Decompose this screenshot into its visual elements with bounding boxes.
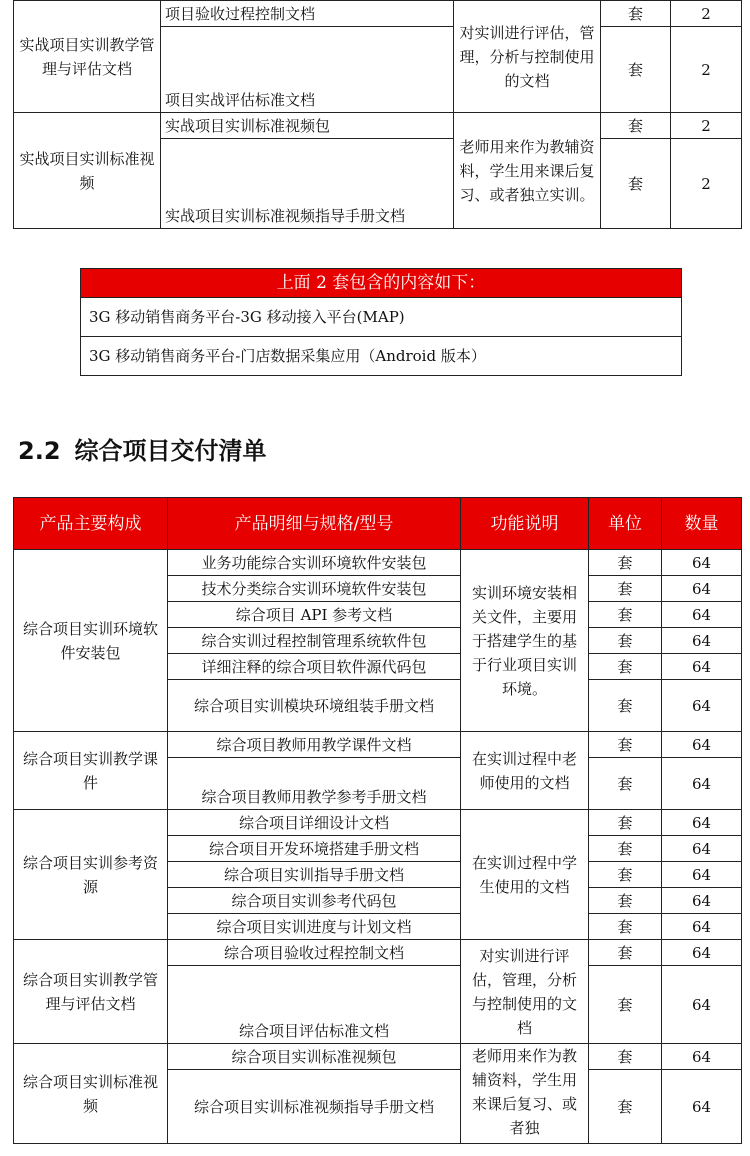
item-cell: 综合项目实训模块环境组装手册文档 (168, 680, 461, 732)
section-title-text: 综合项目交付清单 (74, 437, 267, 465)
item-cell: 项目实战评估标准文档 (161, 27, 454, 113)
item-cell: 实战项目实训标准视频指导手册文档 (161, 139, 454, 229)
table-row (14, 1, 742, 27)
function-cell: 在实训过程中老师使用的文档 (461, 732, 589, 810)
qty-cell: 64 (662, 576, 742, 602)
unit-cell: 套 (601, 1, 671, 27)
category-cell: 综合项目实训环境软件安装包 (14, 550, 168, 732)
item-cell: 综合项目教师用教学参考手册文档 (168, 758, 461, 810)
qty-cell: 64 (662, 914, 742, 940)
qty-cell: 64 (662, 732, 742, 758)
qty-cell: 64 (662, 1070, 742, 1144)
function-cell: 老师用来作为教辅资料，学生用来课后复习、或者独 (461, 1044, 589, 1144)
item-cell: 综合实训过程控制管理系统软件包 (168, 628, 461, 654)
item-cell: 详细注释的综合项目软件源代码包 (168, 654, 461, 680)
item-cell: 业务功能综合实训环境软件安装包 (168, 550, 461, 576)
unit-cell: 套 (589, 654, 662, 680)
section-heading (18, 431, 267, 466)
summary-line: 3G 移动销售商务平台-门店数据采集应用（Android 版本） (81, 336, 681, 375)
unit-cell: 套 (589, 862, 662, 888)
item-cell: 综合项目实训参考代码包 (168, 888, 461, 914)
category-cell: 实战项目实训教学管理与评估文档 (14, 1, 161, 113)
function-cell: 对实训进行评估，管理，分析与控制使用的文档 (461, 940, 589, 1044)
qty-cell: 2 (671, 139, 742, 229)
unit-cell: 套 (589, 1044, 662, 1070)
qty-cell: 64 (662, 836, 742, 862)
unit-cell: 套 (589, 888, 662, 914)
table-row (14, 732, 742, 758)
item-cell: 项目验收过程控制文档 (161, 1, 454, 27)
contents-summary-box (80, 268, 682, 376)
category-cell: 实战项目实训标准视频 (14, 113, 161, 229)
item-cell: 综合项目实训指导手册文档 (168, 862, 461, 888)
category-cell: 综合项目实训标准视频 (14, 1044, 168, 1144)
column-header: 功能说明 (461, 498, 589, 550)
qty-cell: 64 (662, 810, 742, 836)
unit-cell: 套 (589, 810, 662, 836)
table-row (14, 113, 742, 139)
item-cell: 综合项目开发环境搭建手册文档 (168, 836, 461, 862)
qty-cell: 64 (662, 1044, 742, 1070)
qty-cell: 64 (662, 680, 742, 732)
category-cell: 综合项目实训教学课件 (14, 732, 168, 810)
column-header: 数量 (662, 498, 742, 550)
qty-cell: 64 (662, 940, 742, 966)
unit-cell: 套 (589, 628, 662, 654)
column-header: 产品明细与规格/型号 (168, 498, 461, 550)
function-cell: 对实训进行评估，管理，分析与控制使用的文档 (454, 1, 601, 113)
unit-cell: 套 (601, 139, 671, 229)
qty-cell: 64 (662, 602, 742, 628)
item-cell: 综合项目实训进度与计划文档 (168, 914, 461, 940)
unit-cell: 套 (601, 27, 671, 113)
unit-cell: 套 (589, 758, 662, 810)
table-row (14, 1044, 742, 1070)
qty-cell: 64 (662, 758, 742, 810)
function-cell: 在实训过程中学生使用的文档 (461, 810, 589, 940)
qty-cell: 2 (671, 113, 742, 139)
unit-cell: 套 (589, 966, 662, 1044)
category-cell: 综合项目实训参考资源 (14, 810, 168, 940)
section-number: 2.2 (18, 437, 61, 465)
unit-cell: 套 (589, 732, 662, 758)
item-cell: 综合项目详细设计文档 (168, 810, 461, 836)
top-table (13, 0, 742, 229)
header-row (14, 498, 742, 550)
qty-cell: 64 (662, 888, 742, 914)
unit-cell: 套 (589, 576, 662, 602)
item-cell: 综合项目评估标准文档 (168, 966, 461, 1044)
unit-cell: 套 (589, 836, 662, 862)
unit-cell: 套 (589, 940, 662, 966)
qty-cell: 64 (662, 862, 742, 888)
unit-cell: 套 (589, 602, 662, 628)
unit-cell: 套 (589, 1070, 662, 1144)
qty-cell: 2 (671, 27, 742, 113)
item-cell: 技术分类综合实训环境软件安装包 (168, 576, 461, 602)
function-cell: 老师用来作为教辅资料，学生用来课后复习、或者独立实训。 (454, 113, 601, 229)
item-cell: 综合项目验收过程控制文档 (168, 940, 461, 966)
summary-line: 3G 移动销售商务平台-3G 移动接入平台(MAP) (81, 297, 681, 336)
qty-cell: 64 (662, 966, 742, 1044)
qty-cell: 64 (662, 550, 742, 576)
item-cell: 实战项目实训标准视频包 (161, 113, 454, 139)
item-cell: 综合项目实训标准视频包 (168, 1044, 461, 1070)
qty-cell: 64 (662, 654, 742, 680)
item-cell: 综合项目实训标准视频指导手册文档 (168, 1070, 461, 1144)
table-row (14, 940, 742, 966)
unit-cell: 套 (589, 550, 662, 576)
summary-heading: 上面 2 套包含的内容如下： (81, 269, 681, 297)
item-cell: 综合项目教师用教学课件文档 (168, 732, 461, 758)
delivery-list-table (13, 497, 742, 1144)
category-cell: 综合项目实训教学管理与评估文档 (14, 940, 168, 1044)
table-row (14, 550, 742, 576)
table-row (14, 810, 742, 836)
function-cell: 实训环境安装相关文件，主要用于搭建学生的基于行业项目实训环境。 (461, 550, 589, 732)
column-header: 单位 (589, 498, 662, 550)
unit-cell: 套 (589, 680, 662, 732)
item-cell: 综合项目 API 参考文档 (168, 602, 461, 628)
column-header: 产品主要构成 (14, 498, 168, 550)
unit-cell: 套 (601, 113, 671, 139)
qty-cell: 2 (671, 1, 742, 27)
unit-cell: 套 (589, 914, 662, 940)
qty-cell: 64 (662, 628, 742, 654)
